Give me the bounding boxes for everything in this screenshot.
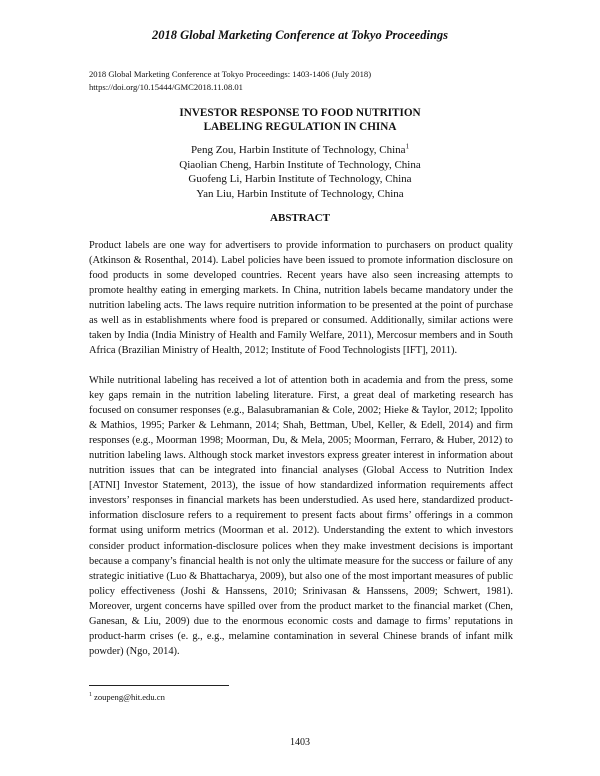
paper-title (0, 106, 600, 134)
abstract-paragraph: While nutritional labeling has received a lot of attention both in academia and from the press, some key gaps remain in the nutrition labeling literature. First, a great deal of marketing research has focused on consumer responses (e.g., Balasubramanian & Cole, 2002; Hieke & Taylor, 2012; Ippolito & Mathios, 1995; Parker & Lehmann, 2014; Shah, Bettman, Ubel, Keller, & Edell, 2014) and firm responses (e.g., Moorman 1998; Moorman, Du, & Mela, 2005; Moorman, Ferraro, & Huber, 2012) to nutrition labeling laws. Although stock market investors express greater interest in information about nutrition issues that can be integrated into financial analyses (Global Access to Nutrition Index [ATNI] Investor Statement, 2013), the issue of how standardized information requirements affect investors’ responses in financial markets has been understudied. As used here, standardized product-information disclosure refers to a requirement to present facts about firms’ offerings in a common format using uniform metrics (Moorman et al. 2012). Understanding the extent to which investors consider product information-disclosure polices when they make investment decisions is important because a company’s financial health is not only the ultimate measure for the success or failure of any strategic initiative (Luo & Bhattacharya, 2009), but also one of the most important measures of public policy effectiveness (Joshi & Hanssens, 2010; Srinivasan & Hanssens, 2009; Schwert, 1981). Moreover, urgent concerns have spilled over from the product market to the financial market (Chen, Ganesan, & Liu, 2009) due to the enormous economic costs and damage to firms’ reputations in product-harm crises (e. g., e.g., melamine contamination in several Chinese brands of infant milk powder) (Ngo, 2014). (89, 375, 513, 657)
author-line: Yan Liu, Harbin Institute of Technology, China (196, 187, 404, 200)
author-email[interactable]: zoupeng@hit.edu.cn (94, 692, 165, 702)
author-text: Peng Zou, Harbin Institute of Technology, China (190, 144, 406, 156)
author-line (0, 143, 600, 158)
author-line: Guofeng Li, Harbin Institute of Technology, China (188, 173, 412, 185)
page-number: 1403 (290, 737, 310, 748)
citation-block (89, 68, 529, 93)
title-line: INVESTOR RESPONSE TO FOOD NUTRITION (179, 107, 421, 119)
footnote (89, 692, 165, 702)
title-line: LABELING REGULATION IN CHINA (203, 121, 397, 133)
abstract-paragraph: Product labels are one way for advertisers to provide information to purchasers on product quality (Atkinson & Rosenthal, 2014). Label policies have been issued to promote information disclosure on food products in some developed countries. Recent years have also seen increasing attempts to promote healthy eating in emerging markets. In China, nutrition labels became mandatory under the nutrition labeling acts. The laws require nutrition information to be presented at the point of purchase as well as in establishments where food is prepared or consumed. Additionally, similar actions were taken by India (India Ministry of Health and Family Welfare, 2011), Mercosur members and in South Africa (Brazilian Ministry of Health, 2012; Institute of Food Technologists [IFT], 2011). (89, 240, 513, 357)
author-list (0, 143, 600, 201)
citation-line: 2018 Global Marketing Conference at Tokyo Proceedings: 1403-1406 (July 2018) (89, 69, 372, 79)
running-header: 2018 Global Marketing Conference at Tokyo Proceedings (151, 28, 449, 42)
doi-link[interactable]: https://doi.org/10.15444/GMC2018.11.08.01 (89, 81, 243, 92)
footnote-divider (89, 685, 229, 686)
abstract-heading: ABSTRACT (270, 212, 330, 224)
footnote-mark: 1 (405, 142, 410, 151)
author-line: Qiaolian Cheng, Harbin Institute of Technology, China (179, 158, 421, 171)
footnote-mark: 1 (89, 692, 92, 699)
